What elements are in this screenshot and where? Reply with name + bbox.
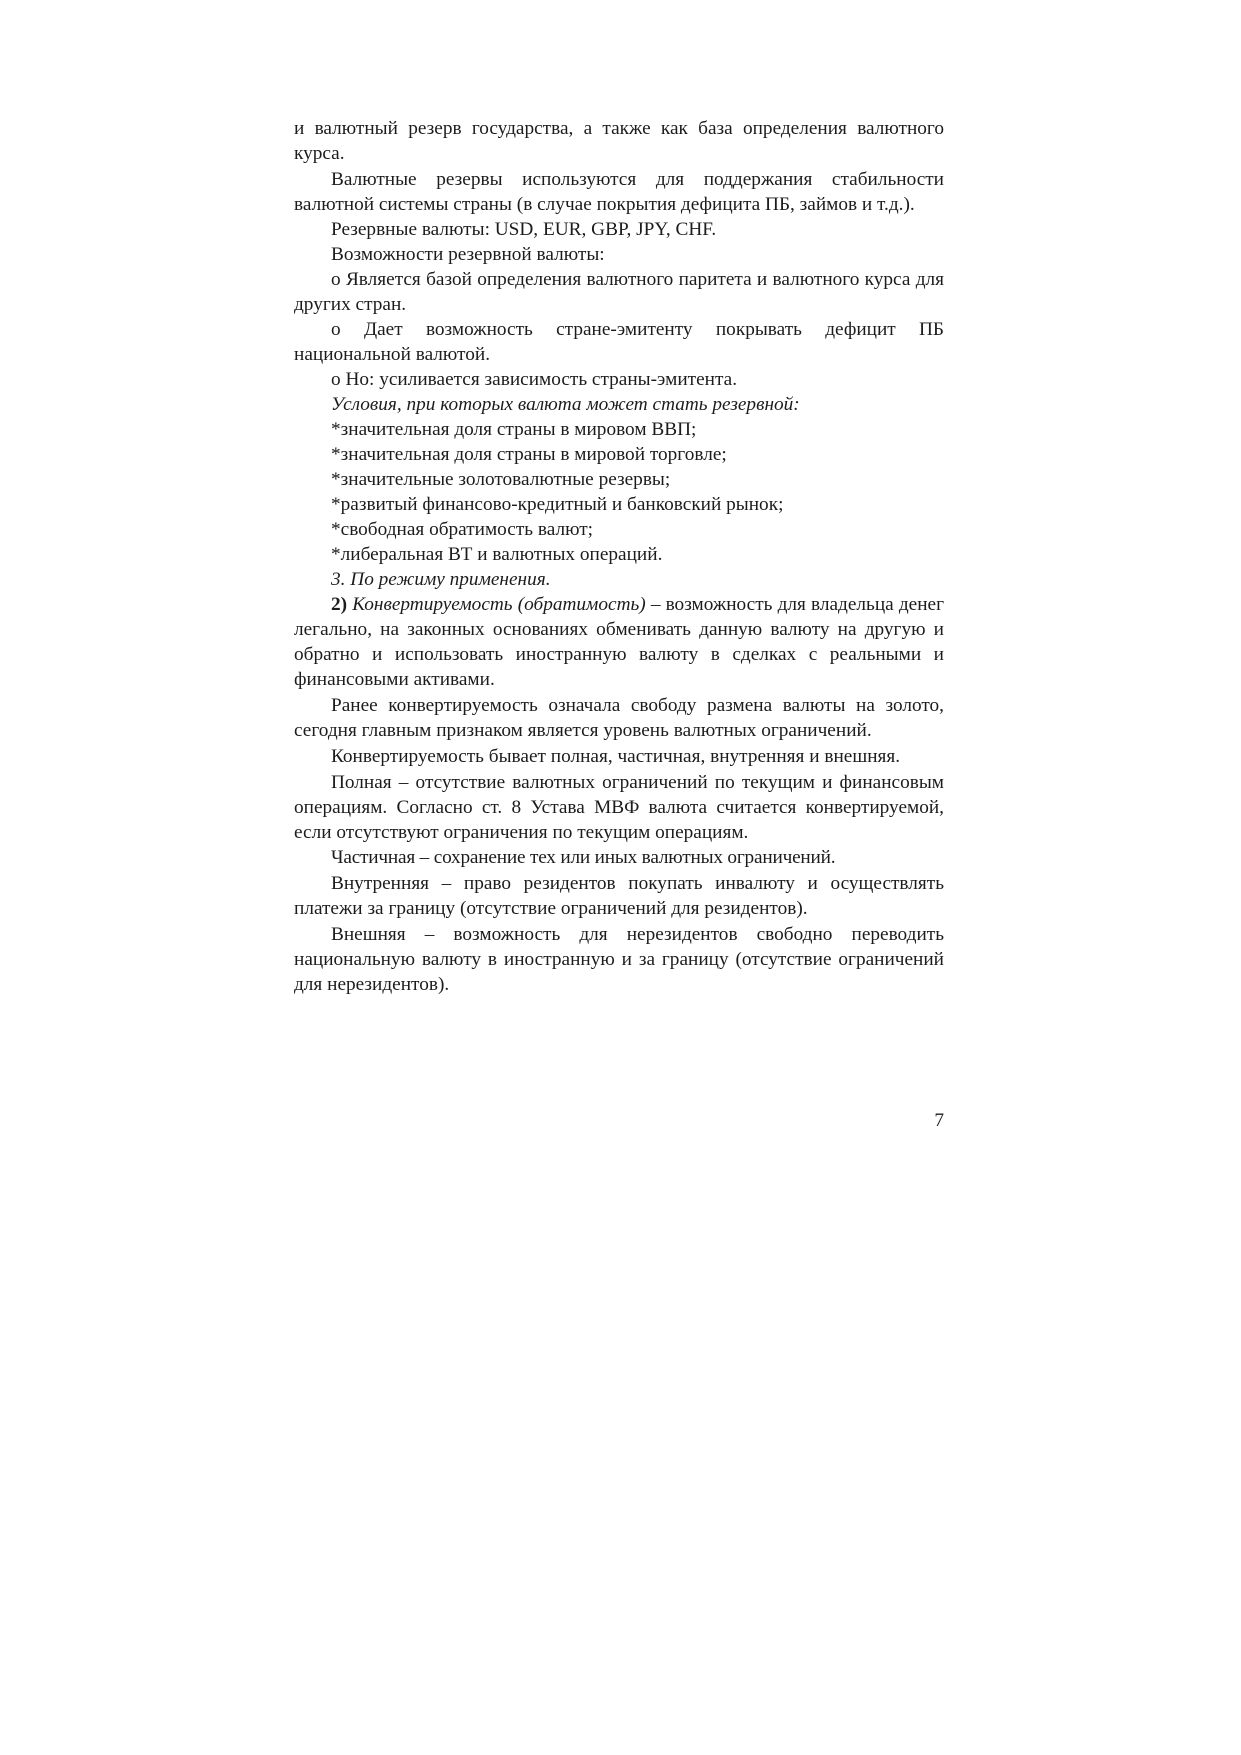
bullet-item: о Но: усиливается зависимость страны-эмитента.: [331, 369, 738, 390]
paragraph: и валютный резерв государства, а также как база определения валютного курса.: [294, 118, 944, 164]
paragraph: Резервные валюты: USD, EUR, GBP, JPY, CHF.: [331, 219, 717, 240]
condition-item: *либеральная ВТ и валютных операций.: [331, 544, 663, 565]
body-text: [294, 116, 944, 997]
condition-item: *значительные золотовалютные резервы;: [331, 469, 671, 490]
condition-item: *значительная доля страны в мировом ВВП;: [331, 419, 697, 440]
paragraph: [294, 592, 944, 692]
paragraph: Конвертируемость бывает полная, частичная, внутренняя и внешняя.: [331, 746, 901, 767]
condition-item: *развитый финансово-кредитный и банковский рынок;: [331, 494, 784, 515]
paragraph: Частичная – сохранение тех или иных валютных ограничений.: [331, 847, 836, 868]
paragraph: Возможности резервной валюты:: [331, 244, 605, 265]
condition-item: *значительная доля страны в мировой торговле;: [331, 444, 727, 465]
paragraph: Внутренняя – право резидентов покупать инвалюту и осуществлять платежи за границу (отсутствие ограничений для резидентов).: [294, 873, 944, 919]
term: Конвертируемость (обратимость): [352, 594, 646, 615]
page-number: 7: [934, 1110, 944, 1131]
bullet-item: о Дает возможность стране-эмитенту покрывать дефицит ПБ национальной валютой.: [294, 319, 944, 365]
subheading: Условия, при которых валюта может стать резервной:: [331, 394, 800, 415]
paragraph: Полная – отсутствие валютных ограничений по текущим и финансовым операциям. Согласно ст. 8 Устава МВФ валюта считается конвертируемой, если отсутствуют ограничения по текущим операциям.: [294, 772, 944, 843]
paragraph: Внешняя – возможность для нерезидентов свободно переводить национальную валюту в иностранную и за границу (отсутствие ограничений для нерезидентов).: [294, 924, 944, 995]
bullet-item: о Является базой определения валютного паритета и валютного курса для других стран.: [294, 269, 944, 315]
condition-item: *свободная обратимость валют;: [331, 519, 594, 540]
paragraph: Ранее конвертируемость означала свободу размена валюты на золото, сегодня главным признаком является уровень валютных ограничений.: [294, 695, 944, 741]
paragraph: Валютные резервы используются для поддержания стабильности валютной системы страны (в случае покрытия дефицита ПБ, займов и т.д.).: [294, 169, 944, 215]
section-heading: 3. По режиму применения.: [331, 569, 551, 590]
item-number: 2): [331, 594, 348, 615]
definition: – возможность для владельца денег легально, на законных основаниях обменивать данную валюту на другую и обратно и использовать иностранную валюту в сделках с реальными и финансовыми активами.: [294, 594, 944, 690]
